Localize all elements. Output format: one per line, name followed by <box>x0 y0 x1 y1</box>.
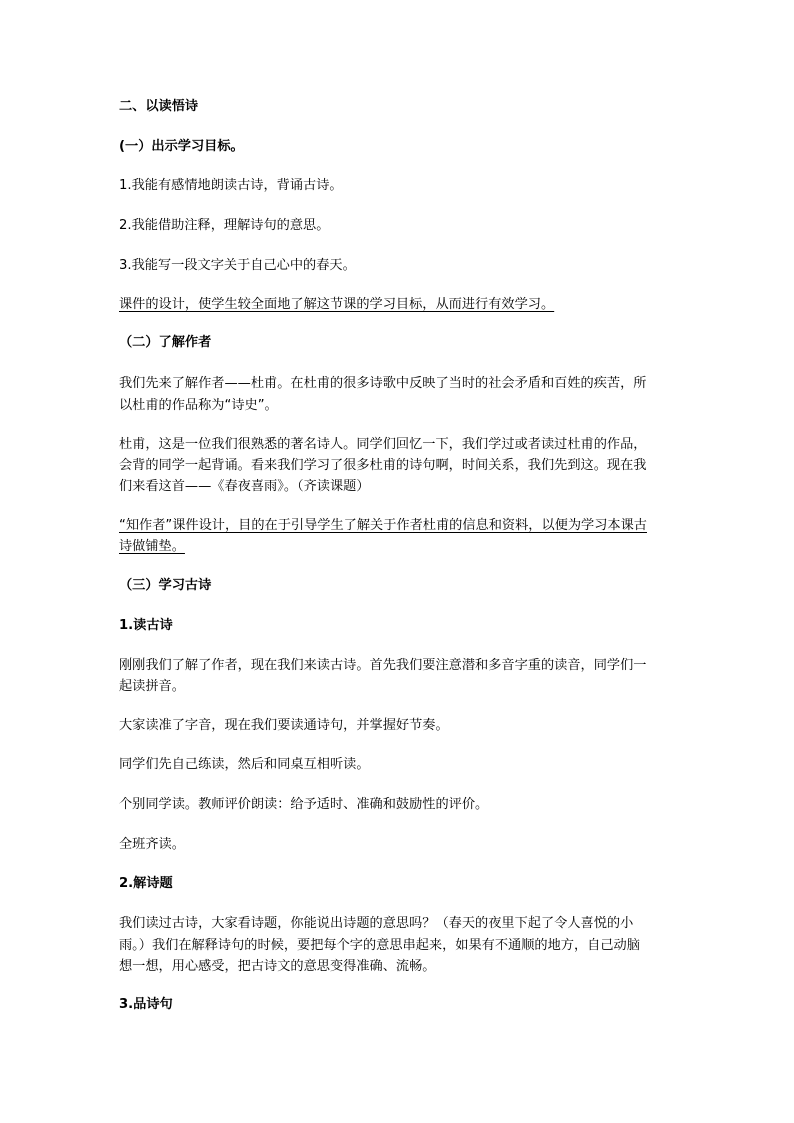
read-paragraph-line-3: 大家读准了字音，现在我们要读通诗句，并掌握好节奏。 <box>119 718 449 733</box>
title-paragraph-line-3: 想一想，用心感受，把古诗文的意思变得准确、流畅。 <box>119 959 436 974</box>
read-paragraph-line-1: 刚刚我们了解了作者，现在我们来读古诗。首先我们要注意潜和多音字重的读音，同学们一 <box>119 658 647 673</box>
read-paragraph-line-4: 同学们先自己练读，然后和同桌互相听读。 <box>119 757 370 772</box>
dufu-paragraph-line-1: 杜甫，这是一位我们很熟悉的著名诗人。同学们回忆一下，我们学过或者读过杜甫的作品， <box>119 437 647 452</box>
dufu-paragraph-line-2: 会背的同学一起背诵。看来我们学习了很多杜甫的诗句啊，时间关系，我们先到这。现在我 <box>119 458 647 473</box>
subsection-heading-goals: (一）出示学习目标。 <box>119 139 244 154</box>
read-paragraph-line-6: 全班齐读。 <box>119 837 185 852</box>
read-paragraph-line-5: 个别同学读。教师评价朗读：给予适时、准确和鼓励性的评价。 <box>119 797 489 812</box>
goal-item-2: 2.我能借助注释，理解诗句的意思。 <box>119 218 330 233</box>
step-heading-read: 1.读古诗 <box>119 618 173 633</box>
subsection-heading-poem: （三）学习古诗 <box>119 578 212 593</box>
title-paragraph-line-2: 雨。）我们在解释诗句的时候，要把每个字的意思串起来，如果有不通顺的地方，自己动脑 <box>119 938 640 953</box>
step-heading-title: 2.解诗题 <box>119 876 173 891</box>
goal-item-3: 3.我能写一段文字关于自己心中的春天。 <box>119 258 356 273</box>
author-paragraph-line-1: 我们先来了解作者——杜甫。在杜甫的很多诗歌中反映了当时的社会矛盾和百姓的疾苦，所 <box>119 376 647 391</box>
dufu-paragraph-line-3: 们来看这首——《春夜喜雨》。（齐读课题） <box>119 479 370 494</box>
subsection-heading-author: （二）了解作者 <box>119 335 212 350</box>
section-title: 二、以读悟诗 <box>119 99 199 114</box>
design-note-2-line-1: “知作者”课件设计，目的在于引导学生了解关于作者杜甫的信息和资料，以便为学习本课古 <box>119 518 647 533</box>
step-heading-appreciate: 3.品诗句 <box>119 997 173 1012</box>
design-note-1: 课件的设计，使学生较全面地了解这节课的学习目标，从而进行有效学习。 <box>119 297 555 312</box>
goal-item-1: 1.我能有感情地朗读古诗，背诵古诗。 <box>119 178 343 193</box>
read-paragraph-line-2: 起读拼音。 <box>119 679 185 694</box>
title-paragraph-line-1: 我们读过古诗，大家看诗题，你能说出诗题的意思吗？（春天的夜里下起了令人喜悦的小 <box>119 916 634 931</box>
author-paragraph-line-2: 以杜甫的作品称为“诗史”。 <box>119 398 278 413</box>
design-note-2-line-2: 诗做铺垫。 <box>119 539 185 554</box>
